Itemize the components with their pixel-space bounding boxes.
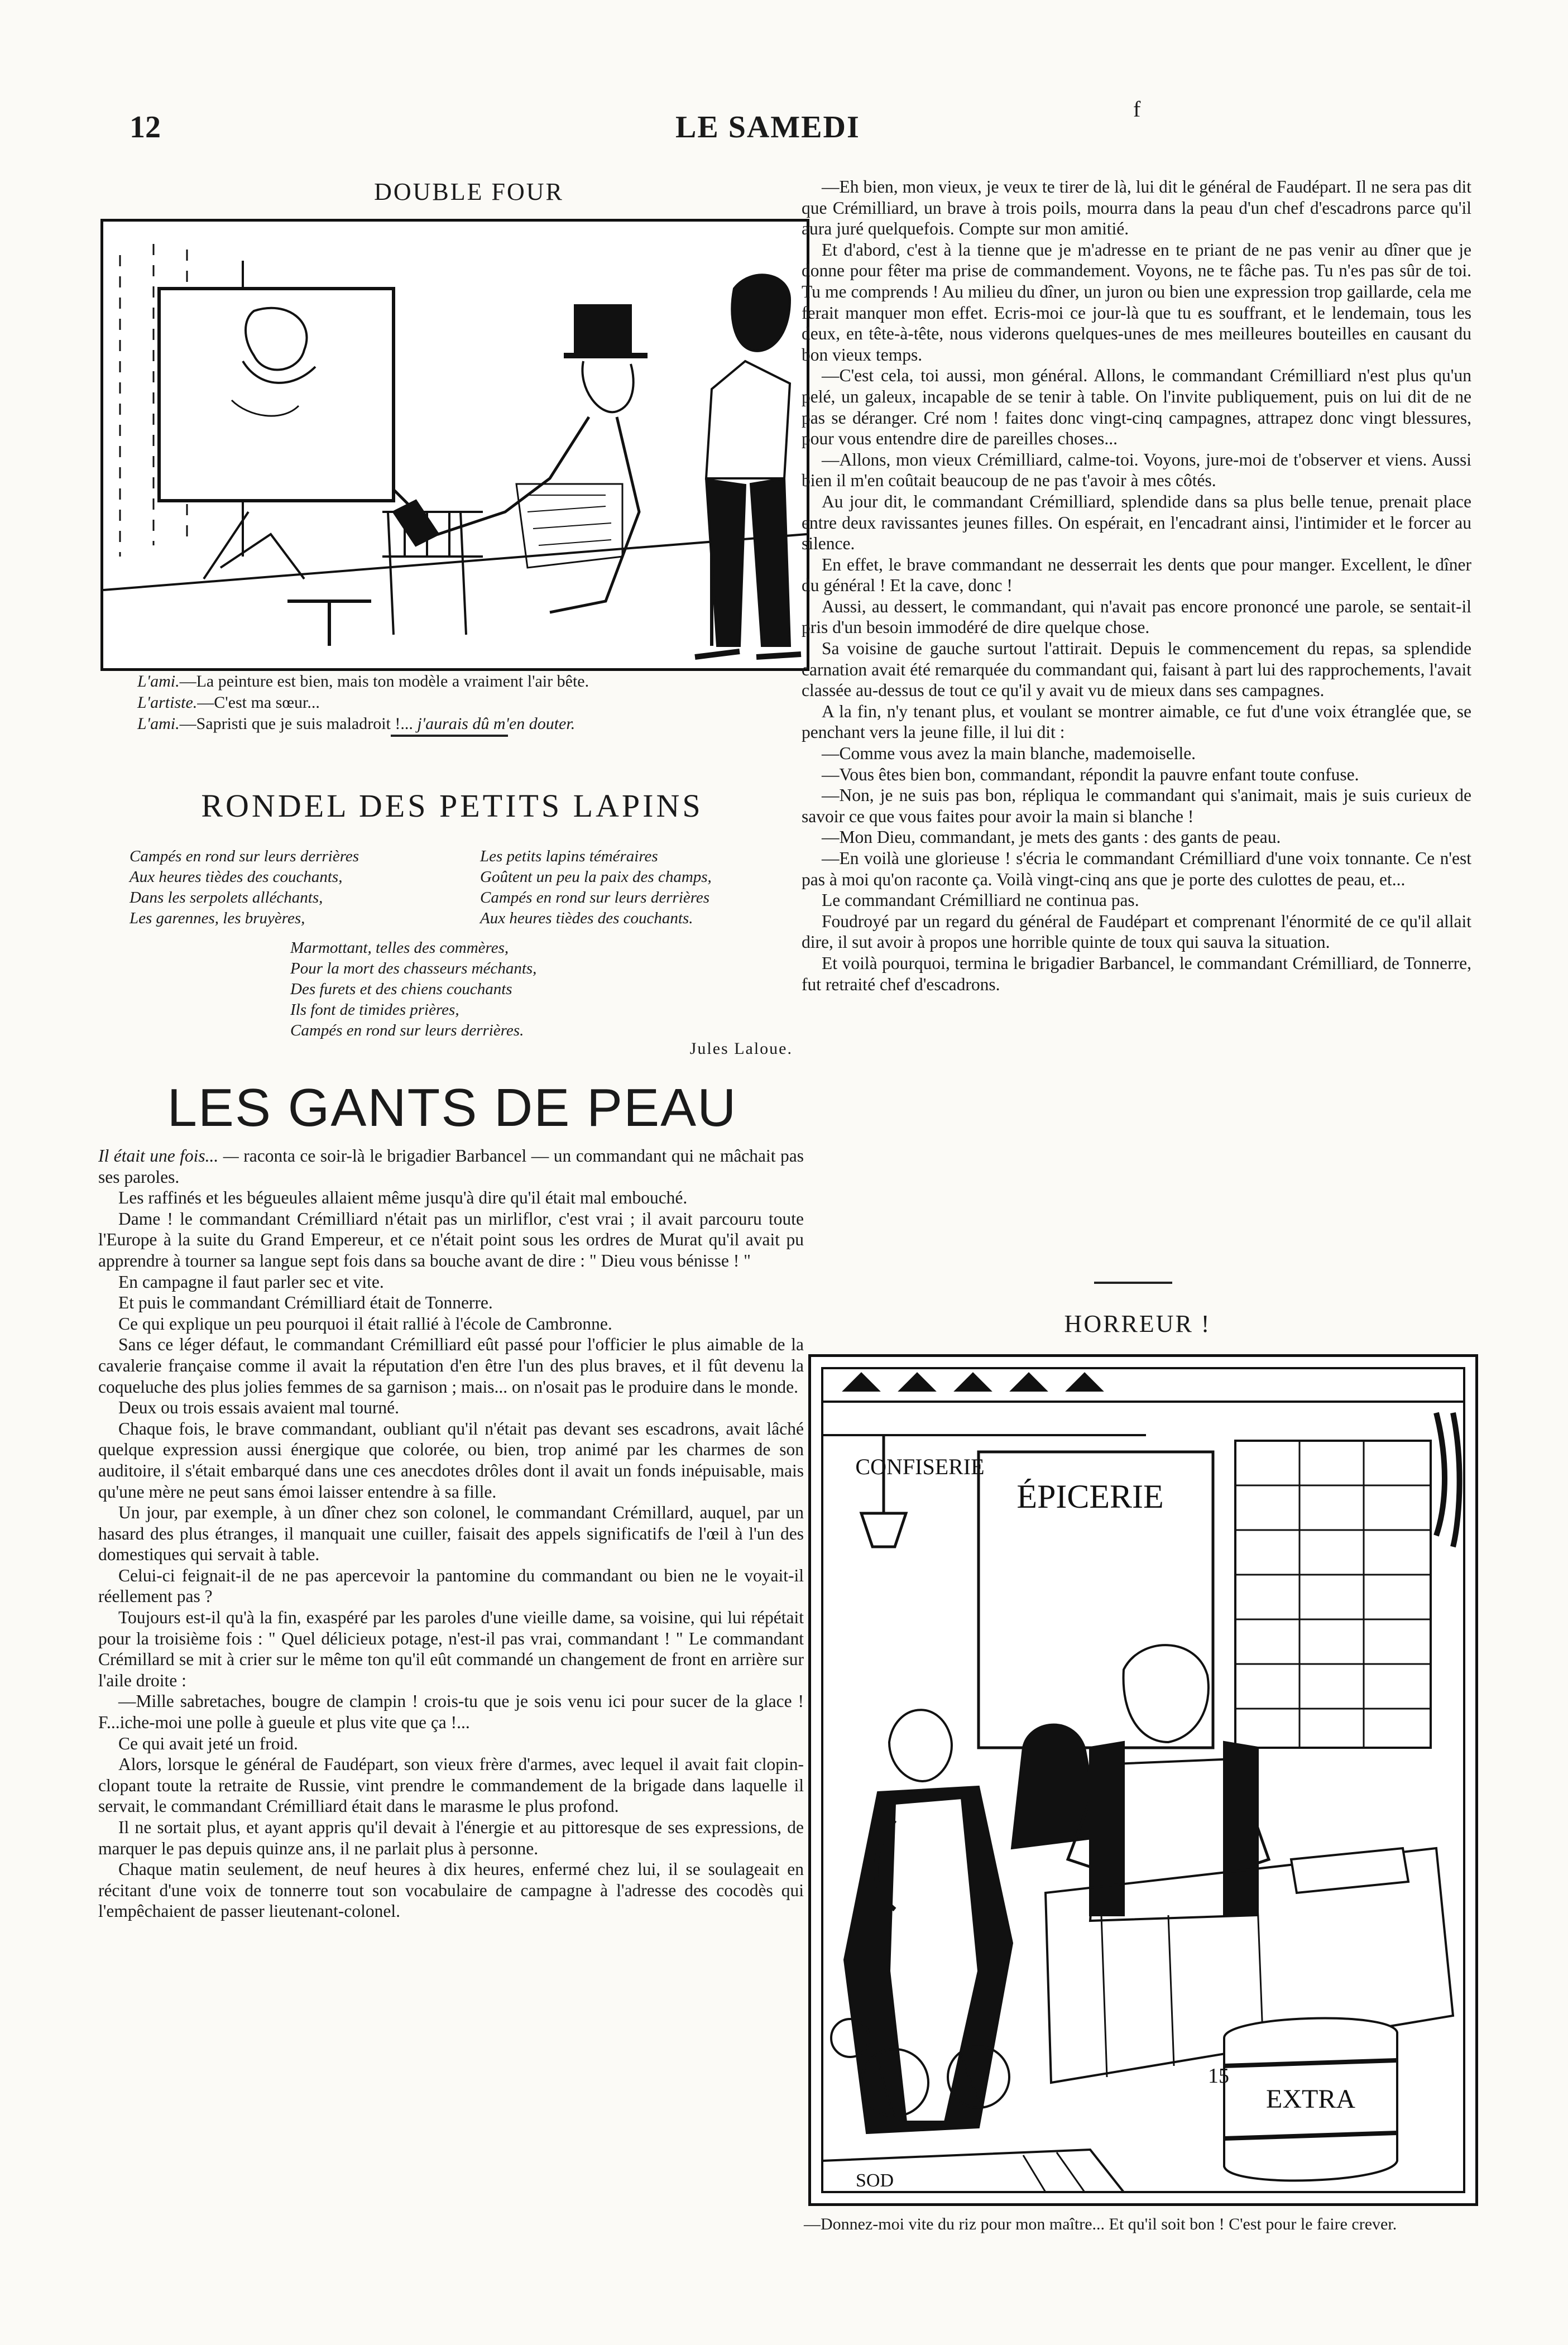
- artist-signature: SOD: [856, 2170, 894, 2191]
- story-paragraph: Les raffinés et les bégueules allaient même jusqu'à dire qu'il était mal embouché.: [118, 1188, 688, 1208]
- margin-mark: f: [1133, 97, 1141, 122]
- caption-speaker: L'ami.: [137, 714, 180, 733]
- story-paragraph: —Allons, mon vieux Crémilliard, calme-toi. Voyons, jure-moi de t'observer et viens. Aussi bien il m'en coûtait beaucoup de ne pas t'avoir à mes côtés.: [802, 449, 1471, 491]
- poem-line: Les garennes, les bruyères,: [130, 909, 305, 927]
- story-paragraph: Il ne sortait plus, et ayant appris qu'il devait à l'énergie et au pittoresque de ses expressions, de marquer le pas depuis quinze ans, il ne parlait plus à personne.: [98, 1818, 804, 1858]
- story-paragraph: Ce qui explique un peu pourquoi il était rallié à l'école de Cambronne.: [118, 1313, 612, 1334]
- story-paragraph: Ce qui avait jeté un froid.: [118, 1733, 298, 1753]
- top-cartoon-title: DOUBLE FOUR: [374, 178, 564, 205]
- story-paragraph: Dame ! le commandant Crémilliard n'était pas un mirliflor, c'est vrai ; il avait parcouru toute l'Europe à la suite du Grand Empereur, et ce n'était point sous les ordres de Murat qu'il avait pu apprendre à tourner sa langue sept fois dans sa bouche avant de dire : " Dieu vous bénisse ! ": [98, 1209, 804, 1270]
- top-cartoon-caption: [137, 671, 802, 735]
- story-paragraph: Chaque fois, le brave commandant, oubliant qu'il n'était pas devant ses escadrons, avait lâché quelque expression aussi énergique que colorée, ou bien, trop animé par les charmes de son auditoire, il s'était embarqué dans une ces anecdotes drôles dont il avait un fonds inépuisable, mais qu'une mère ne peut sans émoi laisser entendre à sa fille.: [98, 1418, 804, 1502]
- caption-emphasis: j'aurais dû m'en douter.: [417, 714, 576, 733]
- story-paragraph: Toujours est-il qu'à la fin, exaspéré par les paroles d'une vieille dame, sa voisine, qui lui répétait pour la troisième fois : " Quel délicieux potage, n'est-il pas vrai, commandant ! " Le commandant Crémillard se mit à crier sur le même ton qu'il eût commandé un changement de front en arrière sur l'aile droite :: [98, 1608, 804, 1690]
- story-paragraph: Alors, lorsque le général de Faudépart, son vieux frère d'armes, avec lequel il avait fait clopin-clopant toute la retraite de Russie, vint prendre le commandement de la brigade dans laquelle il servait, le commandant Crémilliard était dans le marasme le plus profond.: [98, 1754, 804, 1816]
- poem-author: Jules Laloue.: [689, 1039, 793, 1058]
- poem-stanza-2: [480, 846, 804, 929]
- separator-rule: [1094, 1282, 1172, 1284]
- story-paragraph: Foudroyé par un regard du général de Faudépart et comprenant l'énormité de ce qu'il allait dire, il sut avoir à propos une horrible quinte de toux qui sauva la situation.: [802, 911, 1471, 952]
- bottom-cartoon-title: HORREUR !: [1064, 1310, 1211, 1337]
- barrel-number: 15: [1208, 2064, 1229, 2088]
- story-paragraph: Celui-ci feignait-il de ne pas apercevoir la pantomine du commandant ou bien ne le voyait-il réellement pas ?: [98, 1565, 804, 1607]
- story-title: LES GANTS DE PEAU: [167, 1078, 737, 1138]
- poem-line: Marmottant, telles des commères,: [290, 939, 509, 957]
- poem-line: Aux heures tièdes des couchants.: [480, 909, 693, 927]
- story-paragraph: Sans ce léger défaut, le commandant Crémilliard eût passé pour l'officier le plus aimable de la cavalerie française comme il avait la réputation d'en être l'un des plus braves, et il fût devenu la coqueluche des plus jolies femmes de sa garnison ; mais... on n'osait pas le produire dans le monde.: [98, 1335, 804, 1397]
- story-paragraph: Au jour dit, le commandant Crémilliard, splendide dans sa plus belle tenue, prenait place entre deux ravissantes jeunes filles. On espérait, en l'encadrant ainsi, l'intimider et le forcer au silence.: [802, 491, 1471, 554]
- caption-text: —La peinture est bien, mais ton modèle a vraiment l'air bête.: [179, 672, 589, 690]
- separator-rule: [391, 735, 508, 737]
- poem-title: RONDEL DES PETITS LAPINS: [201, 788, 703, 824]
- poem-line: Les petits lapins téméraires: [480, 847, 658, 865]
- story-lead: Il était une fois... —: [98, 1146, 239, 1166]
- story-paragraph: Il était une fois... — raconta ce soir-là le brigadier Barbancel — un commandant qui ne mâchait pas ses paroles.: [98, 1146, 804, 1187]
- bottom-cartoon-illustration: [808, 1354, 1478, 2206]
- story-paragraph: —Mille sabretaches, bougre de clampin ! crois-tu que je sois venu ici pour sucer de la glace ! F...iche-moi une polle à gueule et plus vite que ça !...: [98, 1691, 804, 1733]
- story-paragraph: Et d'abord, c'est à la tienne que je m'adresse en te priant de ne pas venir au dîner que je donne pour fêter ma prise de commandement. Voyons, ne te fâche pas. Tu n'es pas sûr de toi. Tu me comprends ! Au milieu du dîner, un juron ou bien une expression trop gaillarde, cela me ferait manquer mon effet. Ecris-moi ce jour-là que tu es souffrant, et le lendemain, tous les deux, en tête-à-tête, nous viderons quelques-unes de mes meilleures bouteilles en causant du bon vieux temps.: [802, 239, 1471, 365]
- story-paragraph: En effet, le brave commandant ne desserrait les dents que pour manger. Excellent, le dîner du général ! Et la cave, donc !: [802, 554, 1471, 596]
- story-paragraph: —C'est cela, toi aussi, mon général. Allons, le commandant Crémilliard n'est plus qu'un pelé, un galeux, incapable de se tenir à table. On l'invite publiquement, puis on lui dit de ne pas se déranger. Cré nom ! faites donc vingt-cinq campagnes, attrapez donc vingt blessures, pour vous entendre dire de pareilles choses...: [802, 366, 1471, 449]
- caption-speaker: L'artiste.: [137, 693, 198, 712]
- story-paragraph: Sa voisine de gauche surtout l'attirait. Depuis le commencement du repas, sa splendide carnation avait été remarquée du commandant qui, faisant à part lui des rapprochements, l'avait classée au-dessus de tout ce qu'il y avait vu de mieux dans ses campagnes.: [802, 639, 1471, 701]
- poem-line: Pour la mort des chasseurs méchants,: [290, 960, 537, 977]
- poem-stanza-1: [130, 846, 442, 929]
- story-left-column: [98, 1145, 804, 1922]
- caption-speaker: L'ami.: [137, 672, 180, 690]
- top-cartoon-illustration: [100, 219, 809, 671]
- poem-line: Des furets et des chiens couchants: [290, 980, 512, 998]
- caption-line-2: [137, 692, 802, 713]
- story-paragraph: —En voilà une glorieuse ! s'écria le commandant Crémilliard d'une voix tonnante. Ce n'est pas à moi qu'on raconte ça. Voilà vingt-cinq ans que je porte des culottes de peau, et...: [802, 848, 1471, 889]
- story-paragraph: —Comme vous avez la main blanche, mademoiselle.: [822, 744, 1196, 764]
- story-paragraph: —Eh bien, mon vieux, je veux te tirer de là, lui dit le général de Faudépart. Il ne sera pas dit que Crémilliard, un brave à trois poils, mourra dans la peau d'un chef d'escadrons parce qu'il aura juré quelquefois. Compte sur mon amitié.: [802, 177, 1471, 239]
- caption-line-3: [137, 713, 802, 735]
- story-paragraph: Le commandant Crémilliard ne continua pas.: [822, 890, 1139, 910]
- shop-sign-epicerie: ÉPICERIE: [1016, 1478, 1164, 1515]
- journal-title: LE SAMEDI: [675, 110, 860, 145]
- poem-line: Aux heures tièdes des couchants,: [130, 868, 343, 886]
- story-paragraph: Aussi, au dessert, le commandant, qui n'avait pas encore prononcé une parole, se sentait-il pris d'un besoin immodéré de dire quelque chose.: [802, 596, 1471, 637]
- poem-line: Campés en rond sur leurs derrières: [130, 847, 359, 865]
- poem-line: Goûtent un peu la paix des champs,: [480, 868, 712, 886]
- story-paragraph: En campagne il faut parler sec et vite.: [118, 1272, 384, 1292]
- story-paragraph: Chaque matin seulement, de neuf heures à dix heures, enfermé chez lui, il se soulageait en récitant d'une voix de tonnerre tout son vocabulaire de campagne à l'adresse des cocodès qui l'empêchaient de passer lieutenant-colonel.: [98, 1859, 804, 1921]
- story-paragraph: Et puis le commandant Crémilliard était de Tonnerre.: [118, 1293, 493, 1313]
- caption-text: —C'est ma sœur...: [197, 693, 320, 712]
- story-paragraph: Un jour, par exemple, à un dîner chez son colonel, le commandant Crémillard, auquel, par un hasard des plus étranges, il manquait une cuiller, faisait des appels significatifs de l'œil à l'un des domestiques qui servait à table.: [98, 1503, 804, 1565]
- bottom-cartoon-caption: —Donnez-moi vite du riz pour mon maître... Et qu'il soit bon ! C'est pour le faire crever.: [804, 2215, 1397, 2233]
- caption-text: —Sapristi que je suis maladroit !...: [179, 714, 413, 733]
- barrel-label: EXTRA: [1266, 2084, 1355, 2114]
- poem-line: Dans les serpolets alléchants,: [130, 889, 323, 907]
- poem-stanza-3: [290, 938, 692, 1041]
- story-right-column: [802, 176, 1471, 995]
- story-paragraph: —Vous êtes bien bon, commandant, répondit la pauvre enfant toute confuse.: [822, 764, 1359, 784]
- poem-line: Campés en rond sur leurs derrières: [480, 889, 710, 907]
- shop-sign-confiserie: CONFISERIE: [855, 1454, 985, 1479]
- story-paragraph: Et voilà pourquoi, termina le brigadier Barbancel, le commandant Crémilliard, de Tonnerre, fut retraité chef d'escadrons.: [802, 953, 1471, 994]
- story-paragraph: Deux ou trois essais avaient mal tourné.: [118, 1398, 400, 1418]
- caption-line-1: [137, 671, 802, 692]
- story-paragraph: A la fin, n'y tenant plus, et voulant se montrer aimable, ce fut d'une voix étranglée que, se penchant vers la jeune fille, il lui dit :: [802, 701, 1471, 742]
- story-paragraph: —Non, je ne suis pas bon, répliqua le commandant qui s'animait, mais je suis curieux de savoir ce que vous faites pour avoir la main si blanche !: [802, 785, 1471, 826]
- page-number: 12: [130, 110, 161, 145]
- poem-line: Ils font de timides prières,: [290, 1001, 459, 1019]
- poem-line: Campés en rond sur leurs derrières.: [290, 1022, 524, 1039]
- story-paragraph: —Mon Dieu, commandant, je mets des gants : des gants de peau.: [822, 827, 1281, 847]
